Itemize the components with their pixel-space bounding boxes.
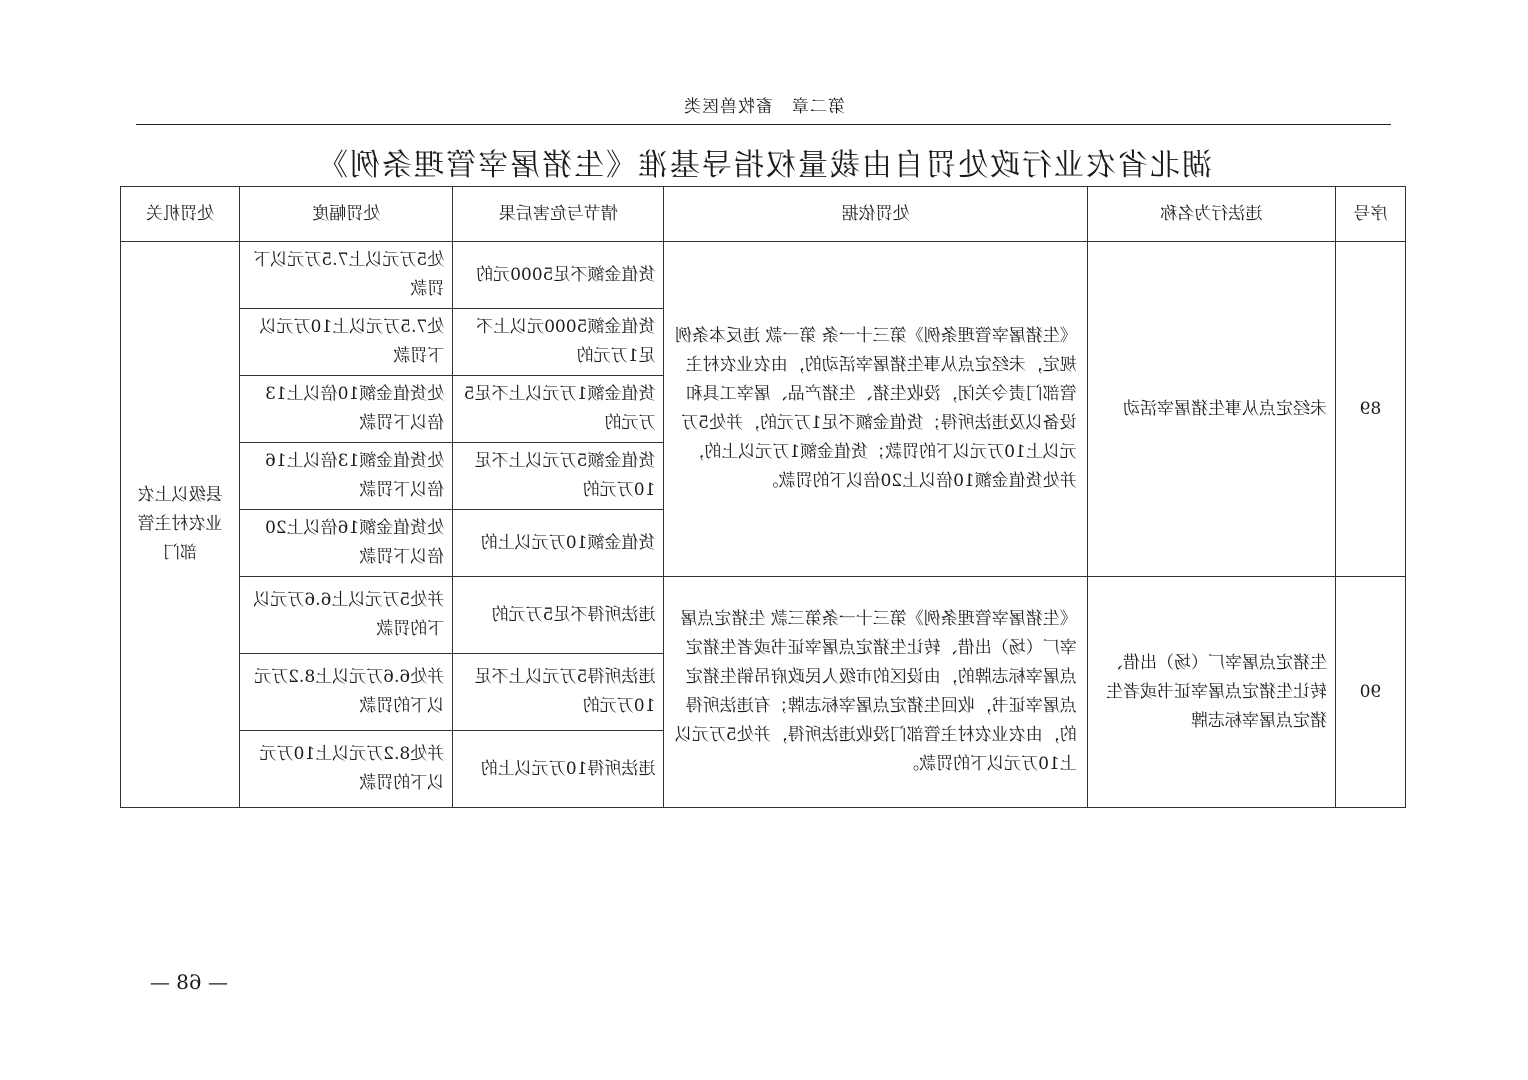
column-header-violation: 违法行为名称 <box>1087 187 1335 242</box>
penalty-cell: 处货值金额13倍以上16倍以下罚款 <box>240 443 453 510</box>
penalty-cell: 处货值金额16倍以上20倍以下罚款 <box>240 510 453 577</box>
table-header-row <box>121 187 1406 242</box>
column-header-seq: 序号 <box>1335 187 1405 242</box>
column-header-circumstance: 情节与危害后果 <box>453 187 664 242</box>
penalty-cell: 处5万元以上7.5万元以下罚款 <box>240 242 453 309</box>
row-violation: 生猪定点屠宰厂（场）出借、转让生猪定点屠宰证书或者生猪定点屠宰标志牌 <box>1087 577 1335 808</box>
circumstance-cell: 违法所得5万元以上不足10万元的 <box>453 654 664 731</box>
circumstance-cell: 货值金额不足5000元的 <box>453 242 664 309</box>
authority-cell: 县级以上农业农村主管部门 <box>121 242 240 808</box>
penalty-cell: 处货值金额10倍以上13倍以下罚款 <box>240 376 453 443</box>
row-seq: 89 <box>1335 242 1405 577</box>
penalty-cell: 并处8.2万元以上10万元以下的罚款 <box>240 731 453 808</box>
circumstance-cell: 货值金额5万元以上不足10万元的 <box>453 443 664 510</box>
circumstance-cell: 货值金额10万元以上的 <box>453 510 664 577</box>
row-basis: 《生猪屠宰管理条例》第三十一条 第一款 违反本条例规定，未经定点从事生猪屠宰活动的，由农业农村主管部门责令关闭，没收生猪、生猪产品、屠宰工具和设备以及违法所得；货值金额不足1万元的，并处5万元以上10万元以下的罚款；货值金额1万元以上的，并处货值金额10倍以上20倍以下的罚款。 <box>664 242 1087 577</box>
penalty-cell: 并处6.6万元以上8.2万元以下的罚款 <box>240 654 453 731</box>
document-title: 湖北省农业行政处罚自由裁量权指导基准《生猪屠宰管理条例》 <box>316 148 1212 183</box>
circumstance-cell: 违法所得10万元以上的 <box>453 731 664 808</box>
penalty-cell: 并处5万元以上6.6万元以下的罚款 <box>240 577 453 654</box>
table-row <box>121 577 1406 654</box>
row-seq: 90 <box>1335 577 1405 808</box>
row-violation: 未经定点从事生猪屠宰活动 <box>1087 242 1335 577</box>
page-number: — 68 — <box>149 970 228 994</box>
penalty-table <box>120 186 1406 808</box>
table-row <box>121 242 1406 309</box>
penalty-cell: 处7.5万元以上10万元以下罚款 <box>240 309 453 376</box>
row-basis: 《生猪屠宰管理条例》第三十一条第三款 生猪定点屠宰厂（场）出借、转让生猪定点屠宰证书或者生猪定点屠宰标志牌的，由设区的市级人民政府吊销生猪定点屠宰证书，收回生猪定点屠宰标志牌；有违法所得的，由农业农村主管部门没收违法所得，并处5万元以上10万元以下的罚款。 <box>664 577 1087 808</box>
header-rule <box>136 124 1391 125</box>
column-header-basis: 处罚依据 <box>664 187 1087 242</box>
circumstance-cell: 违法所得不足5万元的 <box>453 577 664 654</box>
running-head: 第二章 畜牧兽医类 <box>683 97 845 117</box>
circumstance-cell: 货值金额1万元以上不足5万元的 <box>453 376 664 443</box>
column-header-authority: 处罚机关 <box>121 187 240 242</box>
circumstance-cell: 货值金额5000元以上不足1万元的 <box>453 309 664 376</box>
column-header-penalty: 处罚幅度 <box>240 187 453 242</box>
